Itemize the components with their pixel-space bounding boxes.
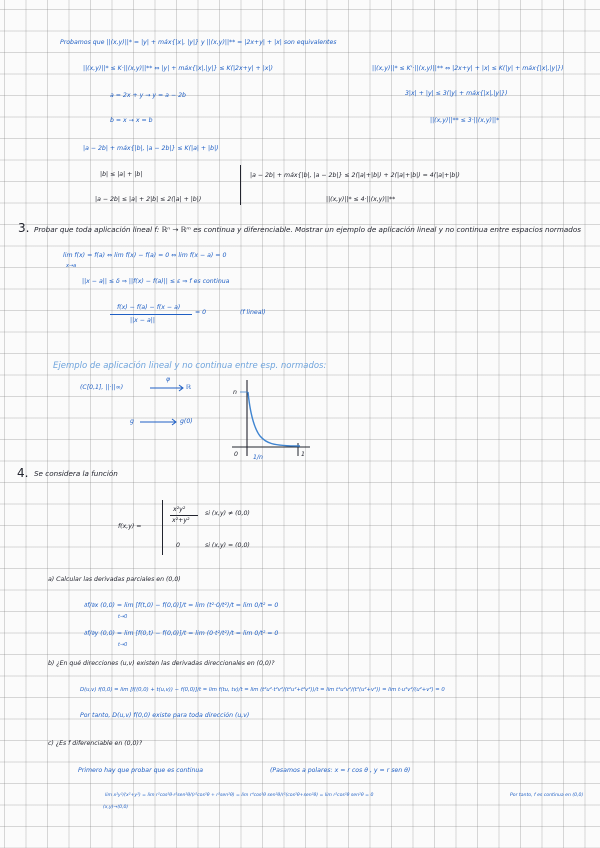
- q3-limit-line: lim f(x) = f(a) ⇔ lim f(x) − f(a) = 0 ⇔ lim f(x − a) = 0: [63, 252, 227, 259]
- norm-inequality-right: ||(x,y)||* ≤ K'·||(x,y)||** ⇔ |2x+y| + |x| ≤ K(|y| + máx{|x|,|y|}): [372, 65, 564, 72]
- q3-limit-subscript: x→a: [66, 263, 77, 269]
- question-3-title: Probar que toda aplicación lineal f: ℝⁿ → ℝᵐ es continua y diferenciable. Mostrar un ejemplo de aplicación lineal y no continua entre espacios normados: [34, 225, 581, 234]
- q3-example-arrow-label: φ: [166, 376, 171, 383]
- inequality-a-2b: |a − 2b| ≤ |a| + 2|b| ≤ 2(|a| + |b|): [95, 196, 202, 203]
- q4-case1-denominator: x²+y²: [172, 517, 190, 524]
- q4-part-a-row1-sub: t→0: [118, 614, 128, 620]
- substitution-inequality: |a − 2b| + máx{|b|, |a − 2b|} ≤ K(|a| + |b|): [83, 145, 219, 152]
- q4-part-b-row: D(u,v) f(0,0) = lim [f((0,0) + t(u,v)) − f(0,0)]/t = lim f(tu, tv)/t = lim (t²u²·t²v²/(t²u²+t²v²))/t = lim t⁴u²v²/(t³(u²+v²)) = lim t·u²v²/(u²+v²) = 0: [80, 687, 445, 693]
- q4-part-c-limit-sub: (x,y)→(0,0): [103, 805, 129, 810]
- graph-y-label: n: [233, 389, 237, 396]
- q4-function-lhs: f(x,y) =: [118, 523, 142, 530]
- q4-part-a-row2: ∂f/∂y (0,0) = lim [f(0,t) − f(0,0)]/t = lim (0·t²/t²)/t = lim 0/t² = 0: [84, 630, 279, 637]
- q4-part-c-text: Primero hay que probar que es continua: [78, 767, 204, 774]
- q3-example-title: Ejemplo de aplicación lineal y no continua entre esp. normados:: [53, 361, 327, 371]
- inequality-final: ||(x,y)||* ≤ 4·||(x,y)||**: [326, 196, 396, 203]
- q3-diff-denominator: ||x − a||: [130, 317, 155, 324]
- q4-case1-condition: si (x,y) ≠ (0,0): [205, 510, 250, 517]
- q4-part-c-conclusion: Por tanto, f es continua en (0,0): [510, 793, 584, 798]
- graph-x-one-over-n: 1/n: [253, 454, 263, 461]
- q4-case1-fraction-bar: [170, 515, 198, 516]
- inequality-result: |a − 2b| + máx{|b|, |a − 2b|} ≤ 2(|a|+|b|) + 2(|a|+|b|) = 4(|a|+|b|): [250, 172, 460, 179]
- q4-part-b-conclusion: Por tanto, D(u,v) f(0,0) existe para toda dirección (u,v): [80, 712, 250, 719]
- question-4-title: Se considera la función: [34, 469, 118, 478]
- norm-inequality-left: ||(x,y)||* ≤ K·||(x,y)||** ⇔ |y| + máx{|x|,|y|} ≤ K(|2x+y| + |x|): [83, 65, 273, 72]
- substitution-a: a = 2x + y → y = a − 2b: [110, 92, 186, 99]
- q3-diff-result: = 0: [195, 309, 207, 316]
- q3-example-map-left: g: [130, 418, 134, 425]
- q4-part-a-title: a) Calcular las derivadas parciales en (0,0): [48, 576, 181, 583]
- graph-x-one: 1: [301, 451, 305, 458]
- q4-case1-numerator: x²y²: [173, 506, 186, 513]
- q3-example-map-right: g(0): [180, 418, 193, 425]
- q4-part-b-title: b) ¿En qué direcciones (u,v) existen las derivadas direccionales en (0,0)?: [48, 660, 275, 667]
- graph-x-zero: 0: [234, 451, 238, 458]
- q3-diff-numerator: f(x) − f(a) − f(x − a): [117, 304, 181, 311]
- question-4-number: 4.: [17, 466, 29, 480]
- right-bound-1: 3|x| + |y| ≤ 3(|y| + máx{|x|,|y|}): [405, 90, 508, 97]
- inequality-b: |b| ≤ |a| + |b|: [100, 171, 143, 178]
- q3-continuity-line: ||x − a|| ≤ δ ⇒ ||f(x) − f(a)|| ≤ ε ⇒ f es continua: [82, 278, 230, 285]
- q4-part-c-limit: lim x²y²/(x²+y²) = lim r²cos²θ·r²sen²θ/(r²cos²θ + r²sen²θ) = lim r⁴cos²θ sen²θ/r²(cos²θ+sen²θ) = lim r²cos²θ sen²θ = 0: [105, 793, 374, 798]
- q4-part-c-title: c) ¿Es f diferenciable en (0,0)?: [48, 740, 143, 747]
- q3-example-target: ℝ: [186, 384, 191, 391]
- q4-function-brace: [162, 500, 163, 555]
- q4-case2-value: 0: [176, 542, 180, 549]
- q4-case2-condition: si (x,y) = (0,0): [205, 542, 250, 549]
- proof-intro: Probamos que ||(x,y)||* = |y| + máx{|x|, |y|} y ||(x,y)||** = |2x+y| + |x| son equivalentes: [60, 39, 337, 46]
- right-bound-2: ||(x,y)||** ≤ 3·||(x,y)||*: [430, 117, 500, 124]
- q4-part-a-row1: ∂f/∂x (0,0) = lim [f(t,0) − f(0,0)]/t = lim (t²·0/t²)/t = lim 0/t² = 0: [84, 602, 279, 609]
- q4-part-c-polar: (Pasamos a polares: x = r cos θ , y = r sen θ): [270, 767, 411, 774]
- q4-part-a-row2-sub: t→0: [118, 642, 128, 648]
- q3-example-space: (C[0,1], ||·||∞): [80, 384, 124, 391]
- q3-diff-note: (f lineal): [240, 309, 266, 316]
- substitution-b: b = x → x = b: [110, 117, 153, 124]
- question-3-number: 3.: [18, 221, 30, 235]
